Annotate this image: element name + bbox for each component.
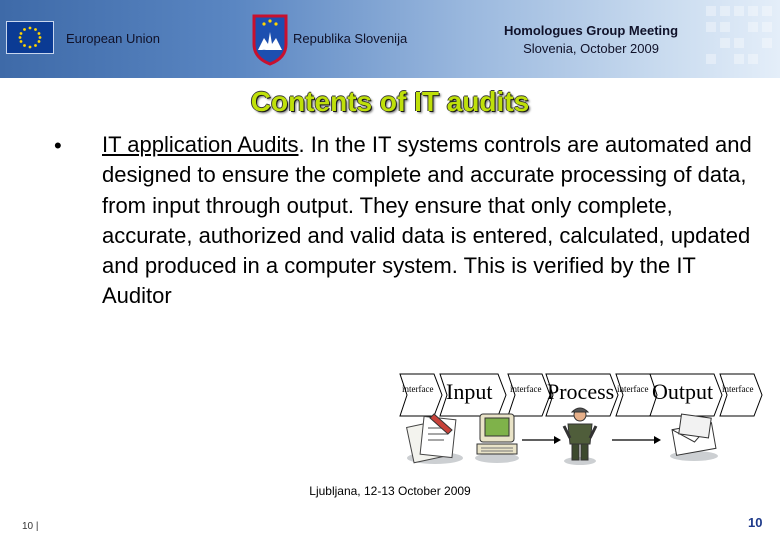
page-number-right: 10 (748, 515, 763, 530)
documents-clipart-icon (404, 410, 466, 466)
eu-flag-icon (6, 21, 54, 54)
slovenia-label: Republika Slovenija (293, 31, 408, 46)
interface-label-3: interface (617, 384, 649, 394)
bullet-paragraph (102, 130, 762, 312)
meeting-info (478, 22, 704, 58)
footer-location-date: Ljubljana, 12-13 October 2009 (309, 484, 471, 498)
envelope-clipart-icon (666, 412, 722, 462)
eu-label: European Union (66, 31, 160, 46)
stage-output-label: Output (652, 379, 714, 404)
stage-process-label: Process (547, 379, 615, 404)
paragraph-heading: IT application Audits (102, 132, 299, 157)
paragraph-body: . In the IT systems controls are automated and designed to ensure the complete and accurate processing of data, from input through output. They ensure that only complete, accurate, authorized and valid data is entered, calculated, updated and produced in a computer system. This is verified by the IT Auditor (102, 132, 752, 309)
computer-clipart-icon (472, 410, 522, 464)
slovenia-coat-of-arms-icon (250, 14, 290, 66)
flow-arrow-1 (520, 434, 562, 446)
meeting-subtitle: Slovenia, October 2009 (523, 41, 659, 56)
worker-clipart-icon (560, 406, 600, 466)
interface-chevron-4 (718, 372, 764, 418)
slide-title: Contents of IT audits (250, 86, 530, 117)
page-number-left: 10 | (22, 521, 39, 532)
slide-header (0, 0, 780, 78)
meeting-title: Homologues Group Meeting (503, 23, 679, 38)
header-grid-decoration (700, 0, 780, 78)
flow-arrow-2 (610, 434, 662, 446)
interface-label-1: interface (402, 384, 434, 394)
stage-input-label: Input (446, 379, 493, 404)
interface-label-4: interface (722, 384, 754, 394)
interface-label-2: interface (510, 384, 542, 394)
bullet-marker: • (54, 133, 62, 158)
